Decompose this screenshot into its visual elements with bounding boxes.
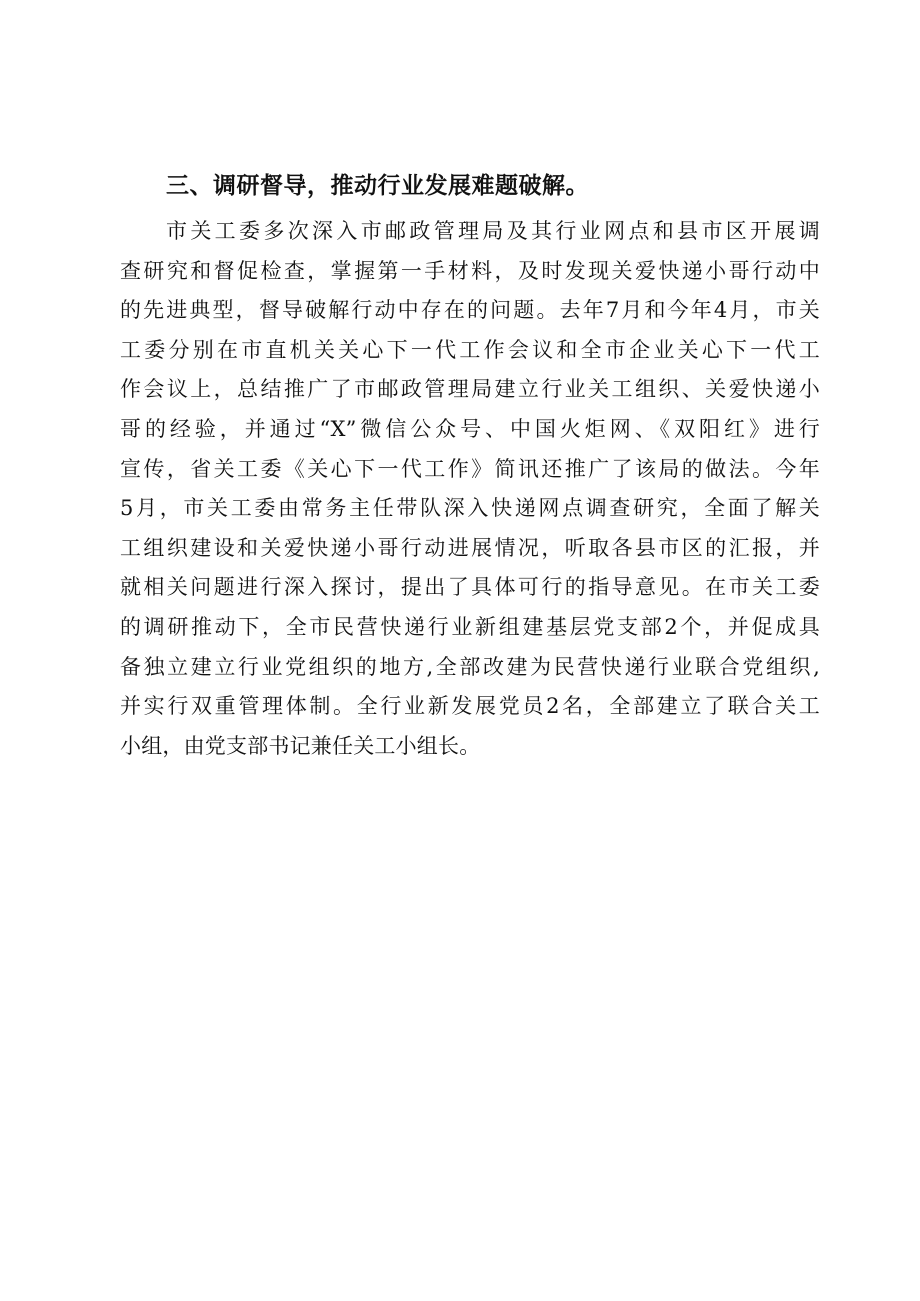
paragraph-line: 工委分别在市直机关关心下一代工作会议和全市企业关心下一代工: [120, 337, 820, 362]
paragraph-line: 的调研推动下，全市民营快递行业新组建基层党支部2个，并促成具: [120, 614, 820, 639]
paragraph-line: 的先进典型，督导破解行动中存在的问题。去年7月和今年4月，市关: [120, 298, 820, 323]
paragraph-line: 市关工委多次深入市邮政管理局及其行业网点和县市区开展调: [166, 219, 820, 243]
paragraph-line: 工组织建设和关爱快递小哥行动进展情况，听取各县市区的汇报，并: [120, 535, 820, 560]
paragraph-line: 备独立建立行业党组织的地方,全部改建为民营快递行业联合党组织,: [120, 654, 820, 679]
section-heading: 三、调研督导，推动行业发展难题破解。: [166, 173, 589, 199]
body-paragraph: [120, 212, 820, 766]
paragraph-line: 查研究和督促检查，掌握第一手材料，及时发现关爱快递小哥行动中: [120, 258, 820, 283]
paragraph-line: 并实行双重管理体制。全行业新发展党员2名，全部建立了联合关工: [120, 694, 820, 719]
paragraph-line: 宣传，省关工委《关心下一代工作》简讯还推广了该局的做法。今年: [120, 456, 820, 481]
paragraph-line: 小组，由党支部书记兼任关工小组长。: [120, 733, 481, 758]
paragraph-line: 作会议上，总结推广了市邮政管理局建立行业关工组织、关爱快递小: [120, 377, 820, 402]
paragraph-line: 就相关问题进行深入探讨，提出了具体可行的指导意见。在市关工委: [120, 575, 820, 600]
paragraph-line: 哥的经验，并通过“X”微信公众号、中国火炬网、《双阳红》进行: [120, 416, 820, 441]
paragraph-line: 5月，市关工委由常务主任带队深入快递网点调查研究，全面了解关: [120, 496, 820, 521]
